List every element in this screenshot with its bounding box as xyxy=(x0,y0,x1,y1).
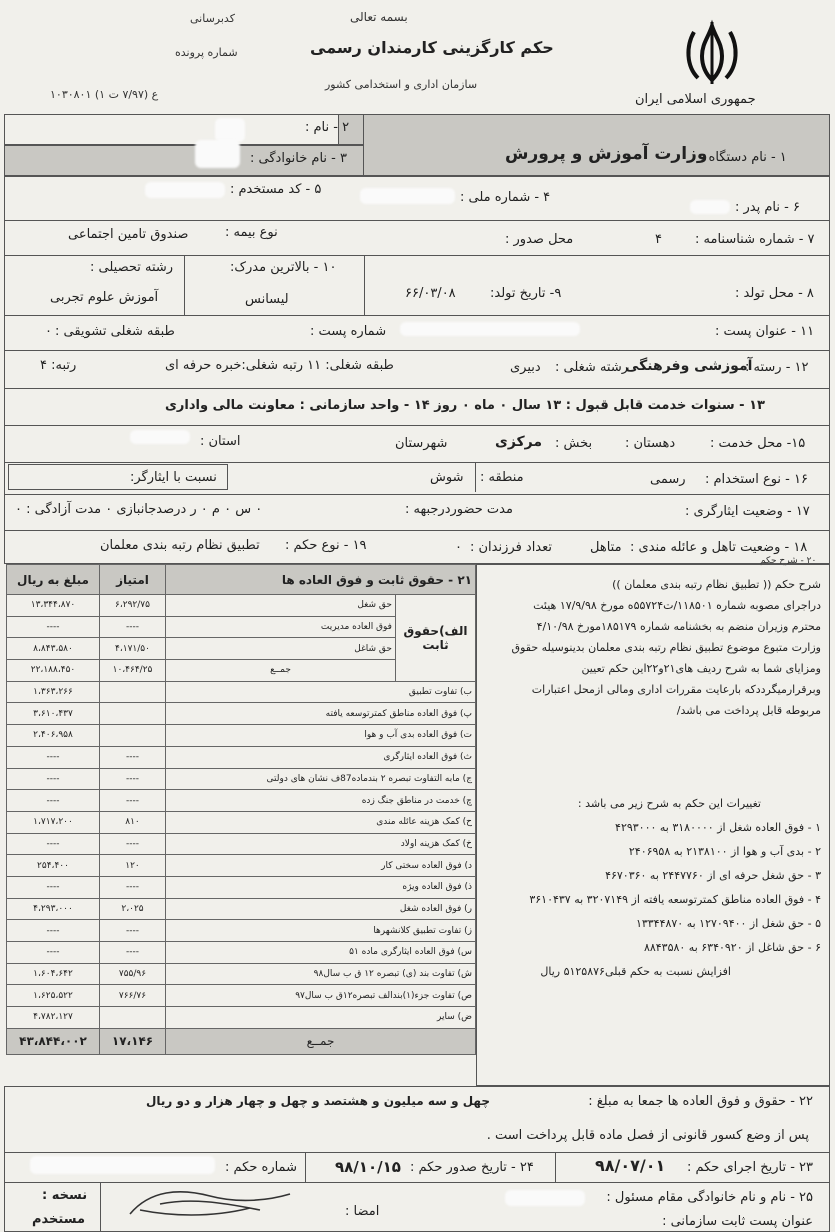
post-title-label: ۱۱ - عنوان پست : xyxy=(715,324,815,339)
label-cell: ر) فوق العاده شغل xyxy=(166,898,476,920)
id-number-label: ۷ - شماره شناسنامه : xyxy=(695,232,815,247)
points-cell: ---- xyxy=(100,920,166,942)
deduction-note: پس از وضع کسور قانونی از فصل ماده قابل پرداخت است . xyxy=(486,1128,809,1143)
national-id-label: ۴ - شماره ملی : xyxy=(460,190,551,205)
points-cell xyxy=(100,1007,166,1029)
execution-date-value: ۹۸/۰۷/۰۱ xyxy=(595,1156,666,1175)
official-name-label: ۲۵ - نام و نام خانوادگی مقام مسئول : xyxy=(606,1190,813,1205)
amount-cell: ---- xyxy=(7,833,100,855)
points-header: امتیاز xyxy=(100,565,166,595)
table-row xyxy=(7,595,476,617)
total-amount-words: چهل و سه میلیون و هشتصد و چهل و چهار هزار و دو ریال xyxy=(145,1094,490,1108)
table-title-header: ۲۱ - حقوق ثابت و فوق العاده ها xyxy=(166,565,476,595)
info-section-frame xyxy=(4,114,830,564)
redacted-post-title xyxy=(400,322,580,336)
document-title: حکم کارگزینی کارمندان رسمی xyxy=(310,38,554,57)
province-label: استان : xyxy=(200,434,241,449)
change-item: افزایش نسبت به حکم قبلی۵۱۲۵۸۷۶ ریال xyxy=(540,965,731,978)
label-cell: ص) تفاوت جزء(۱)بندالف تبصره۱۲ق ب سال۹۷ xyxy=(166,985,476,1007)
amount-cell: ---- xyxy=(7,876,100,898)
birth-place-label: ۸ - محل تولد : xyxy=(735,286,814,301)
label-cell: جمــع xyxy=(166,660,396,682)
table-row xyxy=(7,790,476,812)
major-label: رشته تحصیلی : xyxy=(90,260,174,275)
rank-text: رتبه: ۴ xyxy=(40,358,77,373)
points-cell: ۷۶۶/۷۶ xyxy=(100,985,166,1007)
front-duration-value: ۰ س ۰ م ۰ ر درصدجانبازی ۰ مدت آزادگی : ۰ xyxy=(15,502,263,517)
amount-cell: ---- xyxy=(7,768,100,790)
father-name-label: ۶ - نام پدر : xyxy=(735,200,800,215)
issue-place-label: محل صدور : xyxy=(505,232,574,247)
amount-cell: ۱۳،۳۴۴،۸۷۰ xyxy=(7,595,100,617)
order-description xyxy=(481,574,821,721)
front-duration-label: مدت حضوردرجبهه : xyxy=(405,502,513,517)
org-name-value: وزارت آموزش و پرورش xyxy=(505,144,708,164)
amount-header: مبلغ به ریال xyxy=(7,565,100,595)
job-field-value: دبیری xyxy=(510,360,541,375)
points-cell: ---- xyxy=(100,790,166,812)
copy-recipient: مستخدم xyxy=(32,1212,85,1227)
first-name-label: ۲ - نام : xyxy=(305,120,350,135)
label-cell: ج) مابه التفاوت تبصره ۲ بندماده87ف نشان های دولتی xyxy=(166,768,476,790)
label-cell: خ) کمک هزینه اولاد xyxy=(166,833,476,855)
amount-cell: ۲۲،۱۸۸،۴۵۰ xyxy=(7,660,100,682)
label-cell: ض) سایر xyxy=(166,1007,476,1029)
amount-cell: ۲۵۴،۴۰۰ xyxy=(7,855,100,877)
marital-status-value: متاهل xyxy=(590,540,622,555)
amount-cell: ---- xyxy=(7,920,100,942)
marital-status-label: ۱۸ - وضعیت تاهل و عائله مندی : xyxy=(630,540,808,555)
family-name-label: ۳ - نام خانوادگی : xyxy=(250,151,347,166)
table-row xyxy=(7,811,476,833)
table-row xyxy=(7,703,476,725)
change-item: ۵ - حق شغل از ۱۲۷۰۹۴۰۰ به ۱۳۳۴۴۸۷۰ xyxy=(635,917,821,930)
description-line: وزارت متبوع موضوع تطبیق نظام رتبه بندی معلمان بدینوسیله حقوق xyxy=(511,641,821,654)
signature-image xyxy=(120,1180,300,1228)
description-line: دراجرای مصوبه شماره ۱۱۸۵۰۱/ت۵۵۷۲۴ه مورخ ۱۷/۹/۹۸ هیئت xyxy=(533,599,821,612)
incentive-class-label: طبقه شغلی تشویقی : xyxy=(55,324,175,339)
total-amount-words-label: ۲۲ - حقوق و فوق العاده ها جمعا به مبلغ : xyxy=(588,1094,813,1109)
table-row xyxy=(7,833,476,855)
points-cell xyxy=(100,725,166,747)
amount-cell: ۳،۶۱۰،۴۳۷ xyxy=(7,703,100,725)
points-cell: ۸۱۰ xyxy=(100,811,166,833)
change-item: ۲ - بدی آب و هوا از ۲۱۳۸۱۰۰ به ۲۴۰۶۹۵۸ xyxy=(628,845,821,858)
points-cell: ---- xyxy=(100,833,166,855)
points-cell: ---- xyxy=(100,876,166,898)
points-cell: ۱۰،۴۶۴/۲۵ xyxy=(100,660,166,682)
veteran-status-label: ۱۷ - وضعیت ایثارگری : xyxy=(685,504,810,519)
fixed-salary-group-label: الف)حقوق ثابت xyxy=(396,595,476,682)
description-line: محترم وزیران منضم به بخشنامه شماره ۱۸۵۱۷۹مورخ ۴/۱۰/۹۸ xyxy=(536,620,821,633)
country-name: جمهوری اسلامی ایران xyxy=(635,92,756,107)
change-item: ۱ - فوق العاده شغل از ۳۱۸۰۰۰۰ به ۴۲۹۳۰۰۰ xyxy=(615,821,821,834)
points-cell: ---- xyxy=(100,768,166,790)
description-line: مربوطه قابل پرداخت می باشد/ xyxy=(676,704,821,717)
redacted-employee-code xyxy=(145,182,225,198)
employment-type-value: رسمی xyxy=(650,472,686,487)
service-place-label: ۱۵- محل خدمت : xyxy=(710,436,806,451)
total-label: جمــع xyxy=(166,1028,476,1054)
label-cell: س) فوق العاده ایثارگری ماده ۵۱ xyxy=(166,942,476,964)
table-row xyxy=(7,681,476,703)
redacted-official-name xyxy=(505,1190,585,1206)
issue-date-label: ۲۴ - تاریخ صدور حکم : xyxy=(410,1160,534,1175)
table-row xyxy=(7,942,476,964)
service-years-text: ۱۳ - سنوات خدمت قابل قبول : ۱۳ سال ۰ ماه ۰ روز ۱۴ - واحد سازمانی : معاونت مالی واداری xyxy=(165,398,765,413)
change-item: ۴ - فوق العاده مناطق کمترتوسعه یافته از ۳۲۰۷۱۴۹ به ۳۶۱۰۴۳۷ xyxy=(529,893,821,906)
label-cell: فوق العاده مدیریت xyxy=(166,616,396,638)
id-number-value: ۴ xyxy=(655,232,662,247)
category-label: ۱۲ - رسته : xyxy=(745,360,809,375)
total-amount: ۴۳،۸۴۴،۰۰۲ xyxy=(7,1028,100,1054)
amount-cell: ۴،۷۸۲،۱۲۷ xyxy=(7,1007,100,1029)
amount-cell: ---- xyxy=(7,942,100,964)
amount-cell: ۲،۴۰۶،۹۵۸ xyxy=(7,725,100,747)
table-row xyxy=(7,725,476,747)
organization-name: سازمان اداری و استخدامی کشور xyxy=(325,78,478,91)
label-cell: پ) فوق العاده مناطق کمترتوسعه یافته xyxy=(166,703,476,725)
execution-date-label: ۲۳ - تاریخ اجرای حکم : xyxy=(686,1160,813,1175)
table-row xyxy=(7,898,476,920)
table-row xyxy=(7,1007,476,1029)
order-number-label: شماره حکم : xyxy=(225,1160,297,1175)
category-value: آموزشی وفرهنگی xyxy=(625,358,753,374)
major-value: آموزش علوم تجربی xyxy=(50,290,159,305)
redacted-father-name xyxy=(690,200,730,214)
insurance-type-value: صندوق تامین اجتماعی xyxy=(68,227,189,242)
amount-cell: ---- xyxy=(7,746,100,768)
label-cell: ذ) فوق العاده ویژه xyxy=(166,876,476,898)
label-cell: ح) کمک هزینه عائله مندی xyxy=(166,811,476,833)
label-cell: د) فوق العاده سختی کار xyxy=(166,855,476,877)
official-post-label: عنوان پست ثابت سازمانی : xyxy=(662,1214,813,1229)
label-cell: ش) تفاوت بند (ی) تبصره ۱۲ ق ب سال۹۸ xyxy=(166,963,476,985)
iran-emblem-icon xyxy=(680,18,744,88)
description-line: شرح حکم (( تطبیق نظام رتبه بندی معلمان )) xyxy=(612,578,821,591)
redacted-family-name xyxy=(195,140,240,168)
redacted-national-id xyxy=(360,188,455,204)
region-label: منطقه : xyxy=(480,470,524,485)
points-cell: ---- xyxy=(100,616,166,638)
post-number-label: شماره پست : xyxy=(310,324,387,339)
amount-cell: ۸،۸۴۳،۵۸۰ xyxy=(7,638,100,660)
order-type-label: ۱۹ - نوع حکم : xyxy=(285,538,367,553)
label-cell: ت) فوق العاده بدی آب و هوا xyxy=(166,725,476,747)
table-row xyxy=(7,768,476,790)
archive-label: کدبرسانی xyxy=(190,12,235,25)
points-cell: ---- xyxy=(100,942,166,964)
points-cell: ۱۲۰ xyxy=(100,855,166,877)
description-line: وبرقرارمیگرددکه بارعایت مقررات اداری ومالی ازمحل اعتبارات xyxy=(531,683,821,696)
bismillah: بسمه تعالی xyxy=(350,10,408,24)
incentive-class-value: ۰ xyxy=(45,324,52,339)
city-label: شهرستان xyxy=(395,436,448,451)
table-row xyxy=(7,855,476,877)
birth-date-value: ۶۶/۰۳/۰۸ xyxy=(405,286,456,301)
amount-cell: ۱،۷۱۷،۲۰۰ xyxy=(7,811,100,833)
insurance-type-label: نوع بیمه : xyxy=(225,225,278,240)
label-cell: حق شغل xyxy=(166,595,396,617)
file-number-label: شماره پرونده xyxy=(175,46,238,59)
children-label: تعداد فرزندان : xyxy=(470,540,553,555)
label-cell: ب) تفاوت تطبیق xyxy=(166,681,476,703)
veteran-ratio-label: نسبت با ایثارگر: xyxy=(130,470,217,485)
village-label: دهستان : xyxy=(625,436,676,451)
points-cell: ۷۵۵/۹۶ xyxy=(100,963,166,985)
amount-cell: ۱،۶۰۴،۶۴۲ xyxy=(7,963,100,985)
region-value: شوش xyxy=(430,470,464,485)
redacted-first-name xyxy=(215,118,245,142)
changes-list xyxy=(481,792,821,984)
points-cell: ۲،۰۲۵ xyxy=(100,898,166,920)
points-cell: ۶،۲۹۲/۷۵ xyxy=(100,595,166,617)
label-cell: ث) فوق العاده ایثارگری xyxy=(166,746,476,768)
amount-cell: ۱،۳۶۳،۲۶۶ xyxy=(7,681,100,703)
copy-label: نسخه : xyxy=(42,1188,88,1203)
redacted-province xyxy=(130,430,190,444)
amount-cell: ۴،۲۹۳،۰۰۰ xyxy=(7,898,100,920)
employment-type-label: ۱۶ - نوع استخدام : xyxy=(705,472,808,487)
salary-table xyxy=(6,564,476,1055)
order-desc-label: ۲۰ - شرح حکم xyxy=(760,556,817,566)
employee-code-label: ۵ - کد مستخدم : xyxy=(230,182,322,197)
redacted-order-number xyxy=(30,1156,215,1174)
job-class-text: طبقه شغلی: ۱۱ رتبه شغلی:خبره حرفه ای xyxy=(165,358,394,373)
label-cell: ز) تفاوت تطبیق کلانشهرها xyxy=(166,920,476,942)
job-field-label: رشته شغلی : xyxy=(555,360,629,375)
section-label: بخش : xyxy=(555,436,593,451)
total-points: ۱۷،۱۴۶ xyxy=(100,1028,166,1054)
table-row xyxy=(7,985,476,1007)
table-row xyxy=(7,746,476,768)
signature-label: امضا : xyxy=(345,1204,380,1219)
label-cell: چ) خدمت در مناطق جنگ زده xyxy=(166,790,476,812)
amount-cell: ---- xyxy=(7,790,100,812)
birth-date-label: ۹- تاریخ تولد: xyxy=(490,286,562,301)
points-cell xyxy=(100,681,166,703)
description-line: ومزایای شما به شرح ردیف های۲۱و۲۲این حکم تعیین xyxy=(581,662,821,675)
amount-cell: ---- xyxy=(7,616,100,638)
label-cell: حق شاغل xyxy=(166,638,396,660)
table-total-row xyxy=(7,1028,476,1054)
points-cell xyxy=(100,703,166,725)
amount-cell: ۱،۶۲۵،۵۲۲ xyxy=(7,985,100,1007)
degree-value: لیسانس xyxy=(245,292,289,307)
points-cell: ---- xyxy=(100,746,166,768)
points-cell: ۴،۱۷۱/۵۰ xyxy=(100,638,166,660)
section-value: مرکزی xyxy=(495,434,543,450)
change-item: ۶ - حق شاغل از ۶۳۴۰۹۲۰ به ۸۸۴۳۵۸۰ xyxy=(643,941,821,954)
degree-label: ۱۰ - بالاترین مدرک: xyxy=(230,260,337,275)
changes-title: تغییرات این حکم به شرح زیر می باشد : xyxy=(577,797,761,810)
table-row xyxy=(7,876,476,898)
order-type-value: تطبیق نظام رتبه بندی معلمان xyxy=(100,538,260,553)
issue-date-value: ۹۸/۱۰/۱۵ xyxy=(335,1158,401,1176)
table-row xyxy=(7,920,476,942)
table-row xyxy=(7,963,476,985)
change-item: ۳ - حق شغل حرفه ای از ۲۴۴۷۷۶۰ به ۴۶۷۰۳۶۰ xyxy=(605,869,821,882)
form-code: ع (۷/۹۷ ت ۱) ۱۰۳۰۸۰۱ xyxy=(50,88,159,101)
org-name-label: ۱ - نام دستگاه : xyxy=(700,150,787,165)
children-value: ۰ xyxy=(455,540,462,555)
